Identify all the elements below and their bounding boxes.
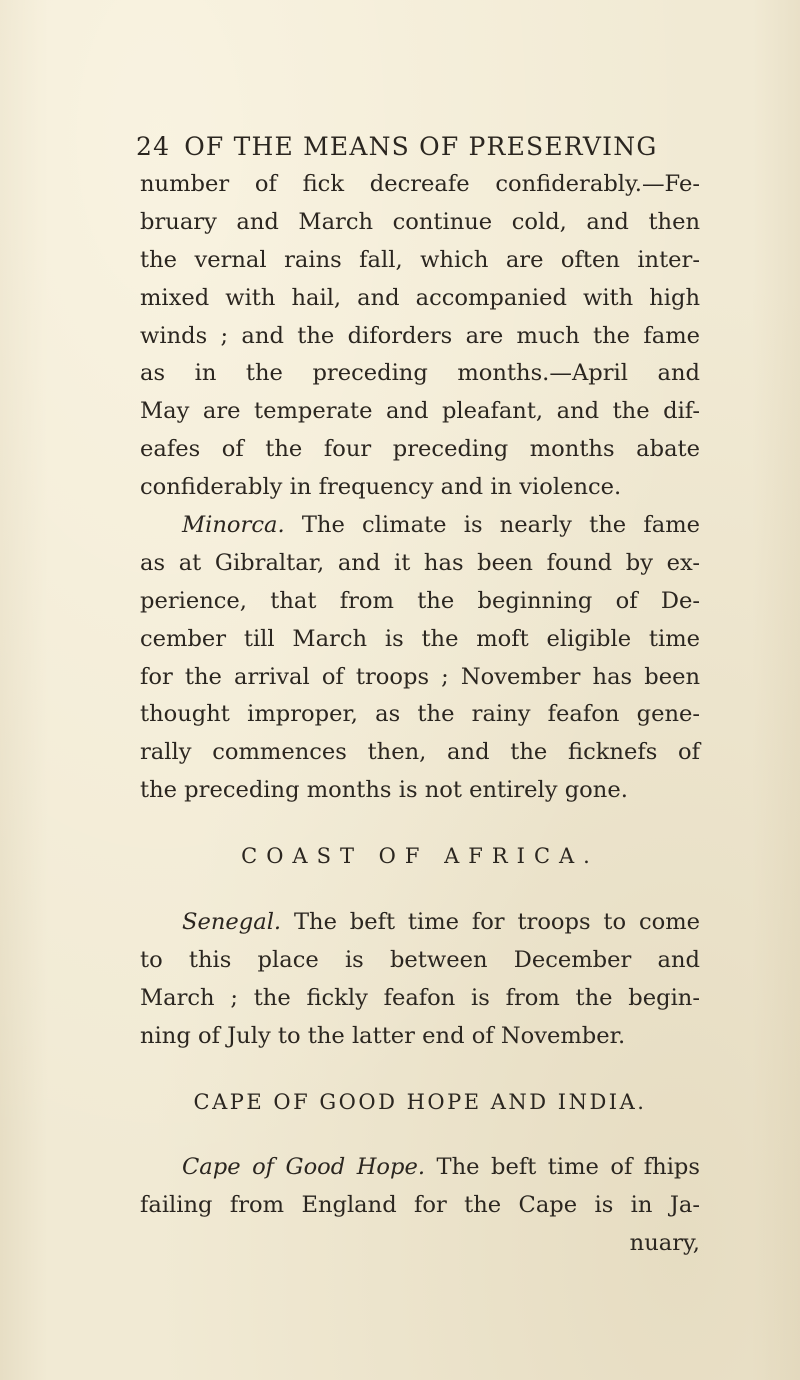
catchword: nuary, — [629, 1230, 700, 1257]
running-header — [136, 132, 656, 161]
page-number: 24 — [136, 132, 171, 161]
paragraph-cape-first-line — [140, 1149, 700, 1187]
section-heading-africa: COAST OF AFRICA. — [241, 844, 599, 869]
text-line: March ; the fickly feafon is from the begin- — [140, 984, 700, 1011]
text-line: bruary and March continue cold, and then — [140, 208, 700, 235]
text-line: cember till March is the moft eligible time — [140, 625, 700, 652]
text-run: The beft time for troops to come — [293, 909, 700, 936]
text-line: eafes of the four preceding months abate — [140, 436, 700, 463]
text-line: failing from England for the Cape is in Ja- — [140, 1192, 700, 1219]
text-line: winds ; and the diforders are much the fame — [140, 322, 700, 349]
spacer — [140, 1121, 700, 1149]
paragraph-senegal-first-line — [140, 904, 700, 942]
text-line: mixed with hail, and accompanied with high — [140, 284, 700, 311]
running-title: OF THE MEANS OF PRESERVING — [184, 132, 658, 161]
spacer — [140, 1056, 700, 1084]
text-line: as at Gibraltar, and it has been found by ex- — [140, 549, 700, 576]
place-name: Minorca. — [182, 512, 285, 539]
text-line: as in the preceding months.—April and — [140, 360, 700, 387]
text-line: the preceding months is not entirely gone. — [140, 777, 628, 804]
place-name: Senegal. — [182, 909, 282, 936]
text-line: perience, that from the beginning of De- — [140, 587, 700, 614]
text-run: The climate is nearly the fame — [301, 512, 700, 539]
text-line: the vernal rains fall, which are often inter- — [140, 246, 700, 273]
text-line: to this place is between December and — [140, 946, 700, 973]
text-run: The beft time of fhips — [436, 1154, 700, 1181]
place-name: Cape of Good Hope. — [182, 1154, 426, 1181]
section-heading-cape-india: CAPE OF GOOD HOPE AND INDIA. — [193, 1089, 647, 1114]
text-line: confiderably in frequency and in violence. — [140, 474, 622, 501]
spacer — [140, 876, 700, 904]
paragraph-minorca-first-line — [140, 507, 700, 545]
spacer — [140, 810, 700, 838]
text-line: number of fick decreafe confiderably.—Fe- — [140, 171, 700, 197]
text-line: rally commences then, and the ficknefs of — [140, 739, 700, 766]
text-line: thought improper, as the rainy feafon gene- — [140, 701, 700, 728]
text-line: ning of July to the latter end of November. — [140, 1022, 626, 1049]
text-line: May are temperate and pleafant, and the dif- — [140, 398, 700, 425]
text-line: for the arrival of troops ; November has been — [140, 663, 700, 690]
body-text — [140, 166, 700, 1263]
